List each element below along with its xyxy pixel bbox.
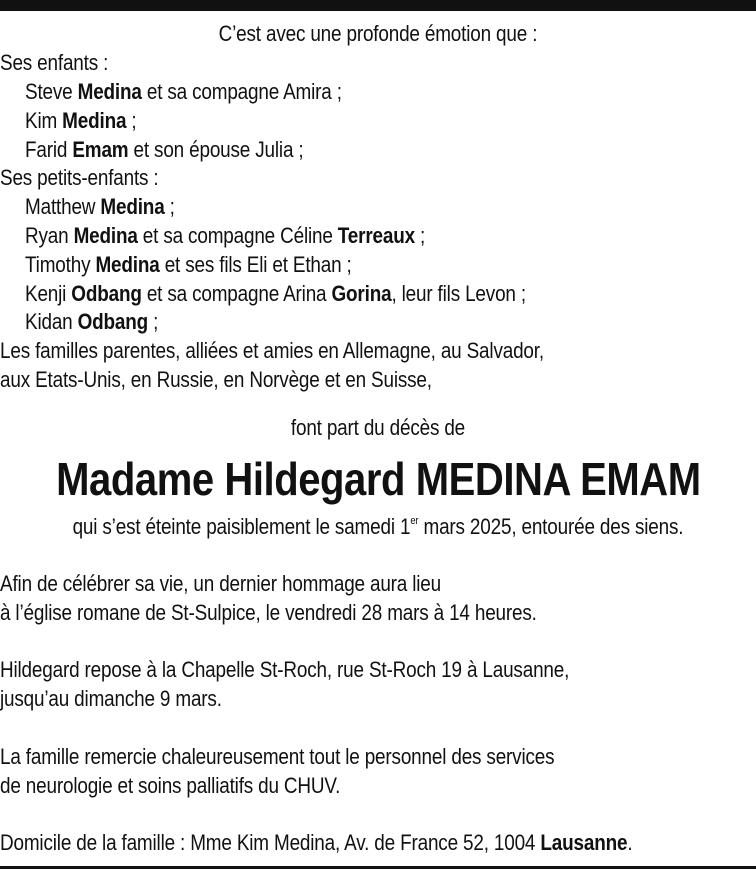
rest-line: Hildegard repose à la Chapelle St-Roch, rue St-Roch 19 à Lausanne, <box>0 657 570 682</box>
grandchildren-heading: Ses petits-enfants : <box>0 165 159 190</box>
ceremony-line: à l’église romane de St-Sulpice, le vendredi 28 mars à 14 heures. <box>0 600 537 625</box>
children-heading: Ses enfants : <box>0 50 109 75</box>
domicile-line: Domicile de la famille : Mme Kim Medina, Av. de France 52, 1004 Lausanne. <box>0 830 633 855</box>
families-line: Les familles parentes, alliées et amies en Allemagne, au Salvador, <box>0 338 544 363</box>
rest-line: jusqu’au dimanche 9 mars. <box>0 686 222 711</box>
grandchild-line: Matthew Medina ; <box>25 194 175 219</box>
bottom-rule <box>0 866 756 869</box>
grandchild-line: Ryan Medina et sa compagne Céline Terreaux ; <box>25 223 426 248</box>
passing-line: qui s’est éteinte paisiblement le samedi 1er mars 2025, entourée des siens. <box>72 514 684 539</box>
ceremony-line: Afin de célébrer sa vie, un dernier hommage aura lieu <box>0 571 442 596</box>
ordinal-suffix: er <box>410 515 419 527</box>
top-rule <box>0 0 756 11</box>
child-line: Farid Emam et son épouse Julia ; <box>25 137 304 162</box>
thanks-line: de neurologie et soins palliatifs du CHUV. <box>0 773 341 798</box>
grandchild-line: Kidan Odbang ; <box>25 309 159 334</box>
families-line: aux Etats-Unis, en Russie, en Norvège et en Suisse, <box>0 367 432 392</box>
child-line: Kim Medina ; <box>25 108 137 133</box>
announce-line: font part du décès de <box>290 415 466 440</box>
thanks-line: La famille remercie chaleureusement tout le personnel des services <box>0 744 555 769</box>
child-line: Steve Medina et sa compagne Amira ; <box>25 79 342 104</box>
grandchild-line: Kenji Odbang et sa compagne Arina Gorina, leur fils Levon ; <box>25 281 526 306</box>
intro-line: C’est avec une profonde émotion que : <box>218 21 538 46</box>
grandchild-line: Timothy Medina et ses fils Eli et Ethan ; <box>25 252 352 277</box>
deceased-name: Madame Hildegard MEDINA EMAM <box>55 453 701 505</box>
